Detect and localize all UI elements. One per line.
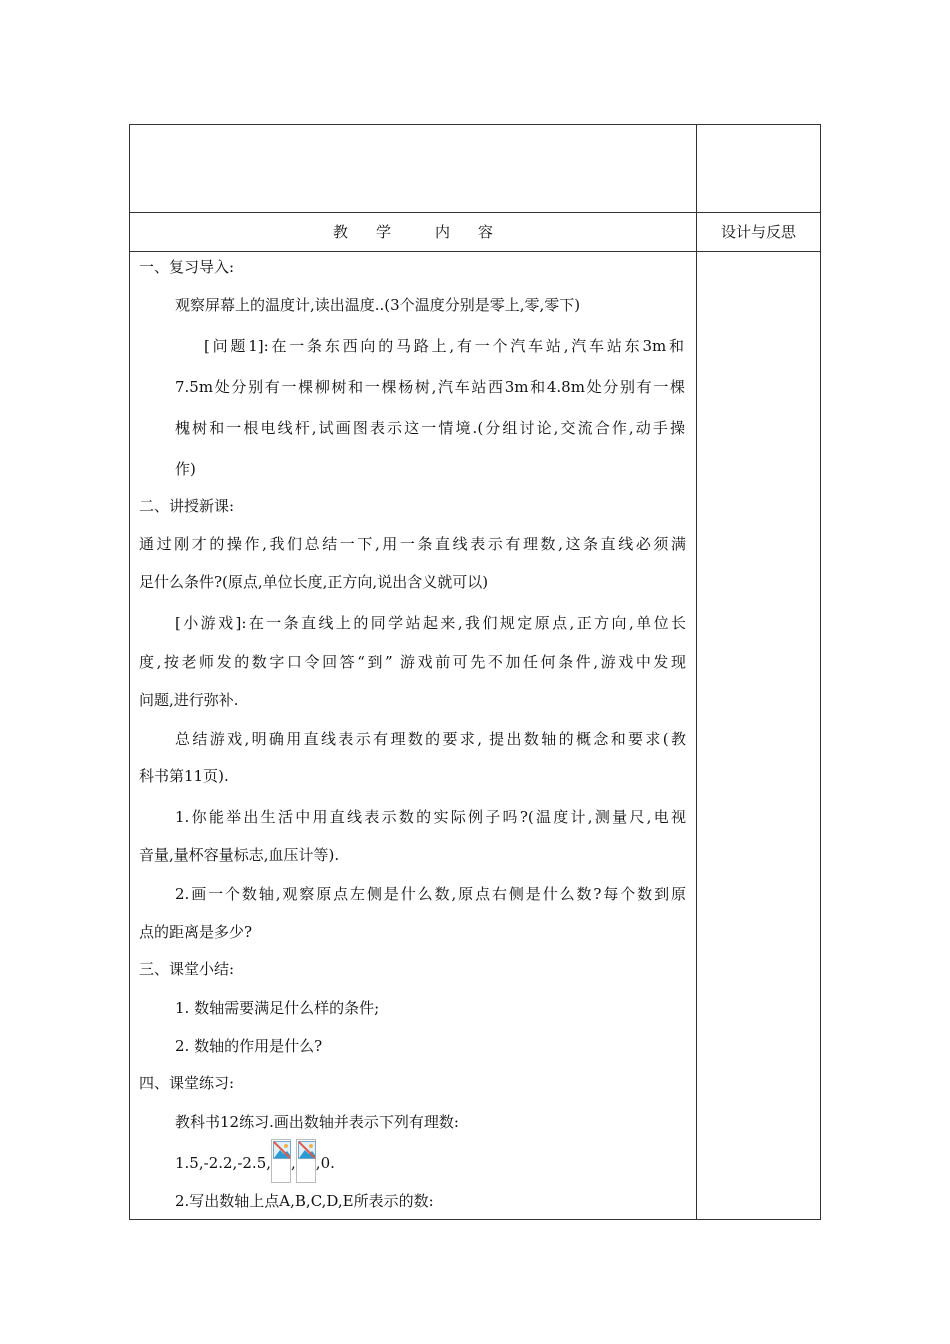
section-4-title: 四、课堂练习:: [139, 1074, 235, 1092]
section-2-title: 二、讲授新课:: [139, 497, 235, 515]
header-design-reflection: 设计与反思: [720, 223, 796, 241]
summary-item-2: 2. 数轴的作用是什么?: [175, 1037, 323, 1055]
section-2-para-line-1: 通过刚才的操作,我们总结一下,用一条直线表示有理数,这条直线必须满: [139, 535, 686, 553]
header-char-4: 容: [478, 223, 494, 241]
exercise-intro: 教科书12练习.画出数轴并表示下列有理数:: [175, 1113, 459, 1131]
numbers-text-start: 1.5,-2.2,-2.5,: [175, 1154, 272, 1172]
item-1-line-1: 1.你能举出生活中用直线表示数的实际例子吗?(温度计,测量尺,电视: [175, 808, 686, 826]
header-char-1: 教: [332, 223, 348, 241]
row-divider-header: [130, 251, 820, 252]
broken-image-icon: [271, 1139, 291, 1183]
question-1-line-4: 作): [175, 460, 196, 478]
mini-game-line-3: 问题,进行弥补.: [139, 691, 239, 709]
header-teaching-content: [130, 213, 696, 251]
question-1-line-2: 7.5m处分别有一棵柳树和一棵杨树,汽车站西3m和4.8m处分别有一棵: [175, 378, 685, 396]
exercise-point-question: 2.写出数轴上点A,B,C,D,E所表示的数:: [175, 1192, 434, 1210]
section-2-para-line-2: 足什么条件?(原点,单位长度,正方向,说出含义就可以): [139, 573, 489, 591]
column-divider: [696, 125, 697, 1219]
mini-game-line-2: 度,按老师发的数字口令回答“到” 游戏前可先不加任何条件,游戏中发现: [139, 653, 686, 671]
mini-game-line-1: [小游戏]:在一条直线上的同学站起来,我们规定原点,正方向,单位长: [175, 614, 686, 632]
exercise-numbers: [175, 1153, 335, 1183]
item-2-line-2: 点的距离是多少?: [139, 923, 253, 941]
broken-image-icon: [296, 1139, 316, 1183]
numbers-text-end: ,0.: [315, 1154, 335, 1172]
item-1-line-2: 音量,量杯容量标志,血压计等).: [139, 846, 340, 864]
section-1-paragraph: 观察屏幕上的温度计,读出温度..(3个温度分别是零上,零,零下): [175, 296, 581, 314]
summary-line-2: 科书第11页).: [139, 767, 229, 785]
summary-line-1: 总结游戏,明确用直线表示有理数的要求, 提出数轴的概念和要求(教: [175, 730, 686, 748]
lesson-table: [129, 124, 821, 1220]
header-char-3: 内: [435, 223, 451, 241]
section-3-title: 三、课堂小结:: [139, 960, 235, 978]
numbers-separator: ,: [291, 1154, 296, 1172]
question-1-line-1: [问题1]:在一条东西向的马路上,有一个汽车站,汽车站东3m和: [204, 337, 684, 355]
section-1-title: 一、复习导入:: [139, 258, 235, 276]
header-char-2: 学: [375, 223, 391, 241]
item-2-line-1: 2.画一个数轴,观察原点左侧是什么数,原点右侧是什么数?每个数到原: [175, 885, 686, 903]
question-1-line-3: 槐树和一根电线杆,试画图表示这一情境.(分组讨论,交流合作,动手操: [175, 419, 685, 437]
summary-item-1: 1. 数轴需要满足什么样的条件;: [175, 999, 380, 1017]
